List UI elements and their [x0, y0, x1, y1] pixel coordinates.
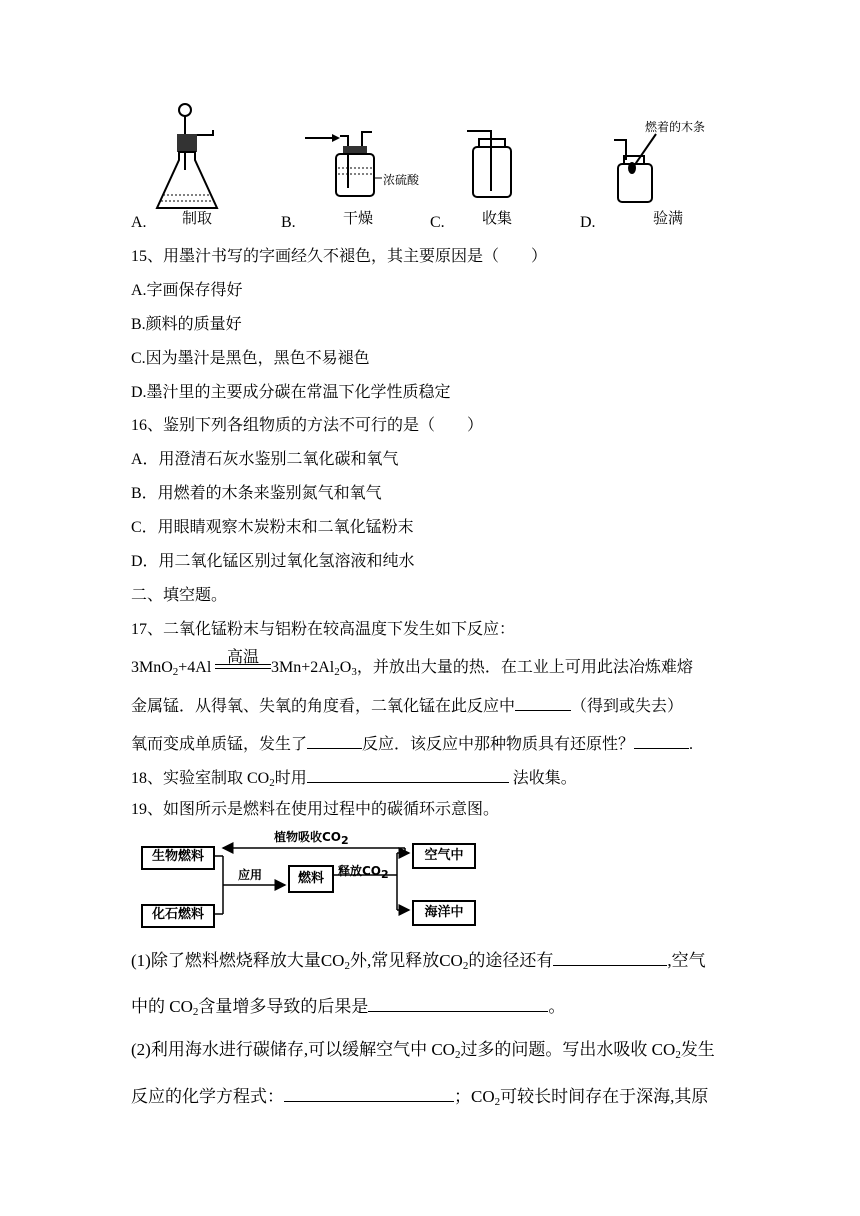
bio-fuel-box: 生物燃料 — [141, 846, 215, 870]
q17-stem: 17、二氧化锰粉末与铝粉在较高温度下发生如下反应： — [131, 621, 516, 638]
q15-option-a: A.字画保存得好 — [131, 282, 243, 299]
q19-part1-line2: 中的 $CO_2$含量增多导致的后果是 。 — [131, 997, 566, 1018]
answer-blank[interactable] — [368, 995, 548, 1012]
apparatus-d-letter: D. — [580, 214, 596, 231]
fuel-box: 燃料 — [288, 865, 334, 893]
release-label: 释放$CO_2$ — [338, 864, 389, 881]
apparatus-b-note: 浓硫酸 — [383, 173, 420, 187]
answer-blank[interactable] — [307, 732, 362, 749]
apparatus-c-bottle-image — [465, 125, 525, 205]
q17-line2-tail: ，并放出大量的热．在工业上可用此法冶炼难熔 — [356, 659, 693, 676]
q16-option-a: A．用澄清石灰水鉴别二氧化碳和氧气 — [131, 451, 399, 468]
apparatus-a-caption: 制取 — [182, 211, 213, 227]
q17-line3: 金属锰．从得氧、失氧的角度看，二氧化锰在此反应中 （得到或失去） — [131, 694, 683, 717]
q19-part2-line2: 反应的化学方程式： ；$CO_2$可较长时间存在于深海,其原 — [131, 1087, 709, 1108]
apparatus-a-letter: A. — [131, 214, 147, 231]
q18-line: 18、实验室制取 $CO_2$时用 法收集。 — [131, 766, 577, 789]
q17-equation-condition: 高温 — [227, 649, 260, 666]
answer-blank[interactable] — [307, 766, 509, 783]
q19-part2-line1: (2)利用海水进行碳储存,可以缓解空气中 $CO_2$过多的问题。写出水吸收 $CO_2$发生 — [131, 1040, 715, 1061]
apparatus-b-caption: 干燥 — [343, 211, 374, 227]
q19-part1-line1: (1)除了燃料燃烧释放大量$CO_2$外,常见释放$CO_2$的途径还有 ,空气 — [131, 951, 706, 972]
q16-option-d: D．用二氧化锰区别过氧化氢溶液和纯水 — [131, 553, 415, 570]
ocean-box: 海洋中 — [412, 900, 476, 926]
apparatus-d-note: 燃着的木条 — [645, 120, 706, 134]
q15-option-d: D.墨汁里的主要成分碳在常温下化学性质稳定 — [131, 384, 451, 401]
section-title: 二、填空题。 — [131, 587, 228, 604]
apparatus-d-bottle-image — [612, 130, 672, 205]
q16-stem: 16、鉴别下列各组物质的方法不可行的是（ ） — [131, 417, 484, 434]
q15-option-b: B.颜料的质量好 — [131, 316, 242, 333]
answer-blank[interactable] — [553, 949, 667, 966]
q15-option-c: C.因为墨汁是黑色，黑色不易褪色 — [131, 350, 370, 367]
air-box: 空气中 — [412, 843, 476, 869]
apparatus-b-letter: B. — [281, 214, 296, 231]
q19-stem: 19、如图所示是燃料在使用过程中的碳循环示意图。 — [131, 801, 500, 818]
apply-label: 应用 — [238, 868, 263, 882]
fossil-fuel-box: 化石燃料 — [141, 904, 215, 928]
plant-absorb-label: 植物吸收$CO_2$ — [274, 830, 349, 847]
q15-stem: 15、用墨汁书写的字画经久不褪色，其主要原因是（ ） — [131, 248, 548, 265]
q17-line4: 氧而变成单质锰，发生了 反应．该反应中那种物质具有还原性？ . — [131, 732, 693, 755]
answer-blank[interactable] — [634, 732, 689, 749]
answer-blank[interactable] — [515, 694, 571, 711]
q16-option-b: B．用燃着的木条来鉴别氮气和氧气 — [131, 485, 382, 502]
apparatus-c-letter: C. — [430, 214, 445, 231]
apparatus-b-bottle-image — [300, 128, 410, 208]
answer-blank[interactable] — [284, 1085, 454, 1102]
apparatus-c-caption: 收集 — [482, 211, 513, 227]
q16-option-c: C．用眼睛观察木炭粉末和二氧化锰粉末 — [131, 519, 414, 536]
apparatus-d-caption: 验满 — [653, 211, 684, 227]
